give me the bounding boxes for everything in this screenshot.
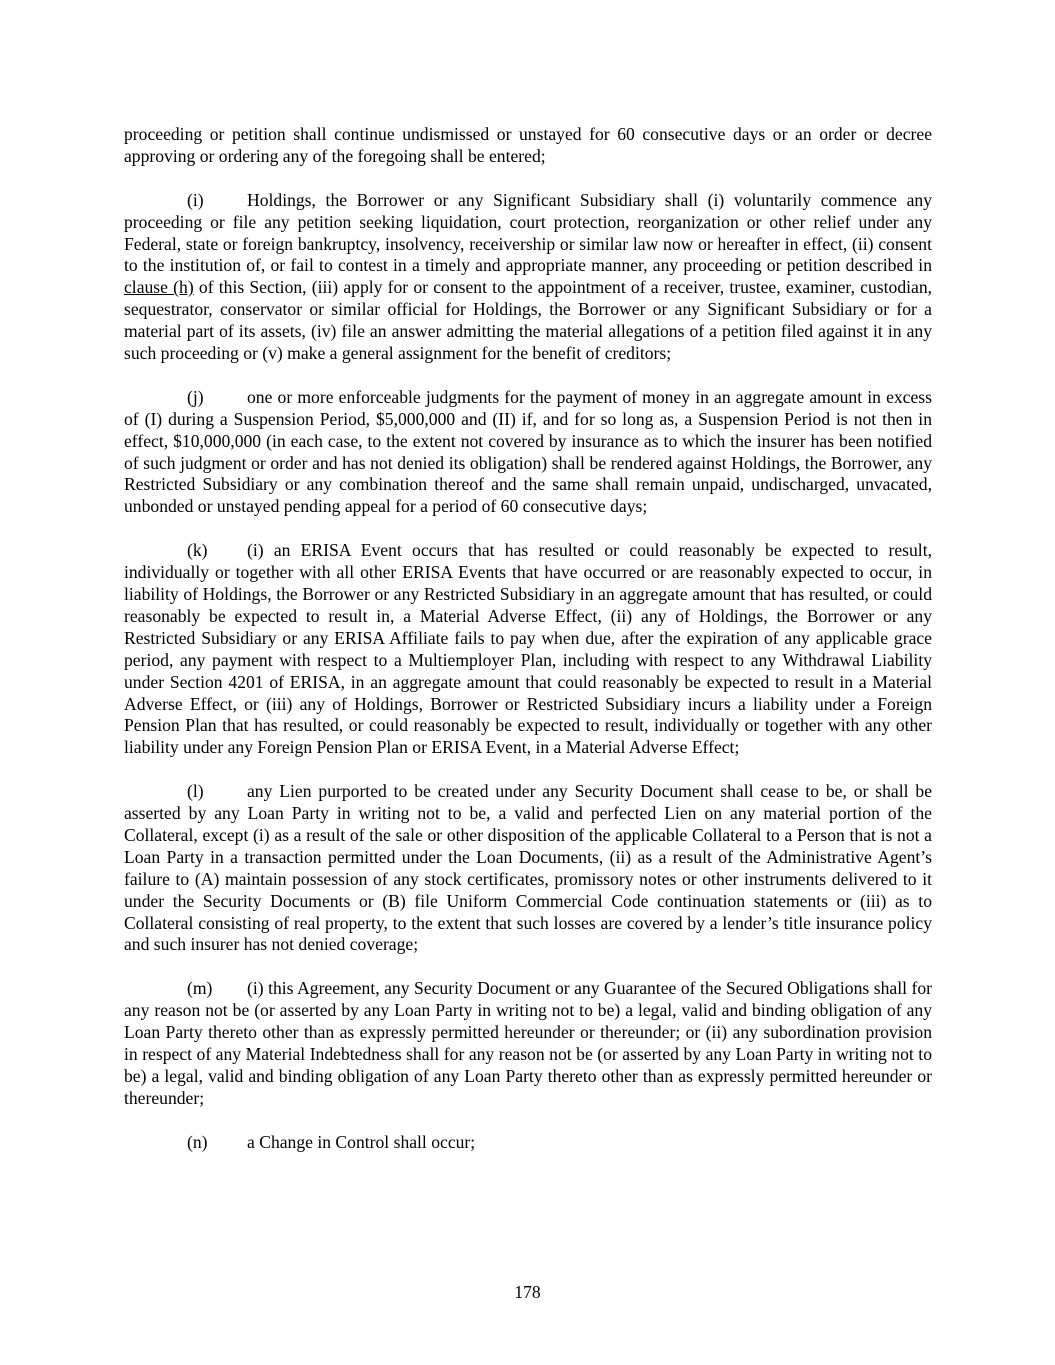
clause-j (124, 387, 932, 518)
clause-i-text-after: of this Section, (iii) apply for or consent to the appointment of a receiver, trustee, examiner, custodian, sequestrator, conservator or similar official for Holdings, the Borrower or any Significant Subsidiary or for a material part of its assets, (iv) file an answer admitting the material allegations of a petition filed against it in any such proceeding or (v) make a general assignment for the benefit of creditors; (124, 277, 933, 364)
clause-l (124, 781, 932, 956)
page-number: 178 (514, 1282, 541, 1302)
clause-m-text: (i) this Agreement, any Security Document or any Guarantee of the Secured Obligations shall for any reason not be (or asserted by any Loan Party in writing not to be) a legal, valid and binding obligation of any Loan Party thereto other than as expressly permitted hereunder or thereunder; or (ii) any subordination provision in respect of any Material Indebtedness shall for any reason not be (or asserted by any Loan Party in writing not to be) a legal, valid and binding obligation of any Loan Party thereto other than as expressly permitted hereunder or thereunder; (124, 978, 932, 1108)
clause-m-label: (m) (187, 978, 213, 999)
clause-m (124, 978, 932, 1109)
clause-h-reference: clause (h) (124, 277, 194, 298)
clause-i (124, 190, 932, 365)
clause-l-label: (l) (187, 781, 204, 802)
clause-k-label: (k) (187, 540, 208, 561)
clause-j-text: one or more enforceable judgments for the payment of money in an aggregate amount in excess of (I) during a Suspension Period, $5,000,000 and (II) if, and for so long as, a Suspension Period is not then in effect, $10,000,000 (in each case, to the extent not covered by insurance as to which the insurer has been notified of such judgment or order and has not denied its obligation) shall be rendered against Holdings, the Borrower, any Restricted Subsidiary or any combination thereof and the same shall remain unpaid, undischarged, unvacated, unbonded or unstayed pending appeal for a period of 60 consecutive days; (124, 386, 932, 517)
clause-l-text: any Lien purported to be created under any Security Document shall cease to be, or shall be asserted by any Loan Party in writing not to be, a valid and perfected Lien on any material portion of the Collateral, except (i) as a result of the sale or other disposition of the applicable Collateral to a Person that is not a Loan Party in a transaction permitted under the Loan Documents, (ii) as a result of the Administrative Agent’s failure to (A) maintain possession of any stock certificates, promissory notes or other instruments delivered to it under the Security Documents or (B) file Uniform Commercial Code continuation statements or (iii) as to Collateral consisting of real property, to the extent that such losses are covered by a lender’s title insurance policy and such insurer has not denied coverage; (124, 781, 932, 955)
clause-n (124, 1132, 932, 1154)
clause-j-label: (j) (187, 386, 204, 407)
continuation-paragraph (124, 124, 932, 168)
continuation-text: proceeding or petition shall continue undismissed or unstayed for 60 consecutive days or an order or decree approving or ordering any of the foregoing shall be entered; (124, 124, 932, 166)
clause-n-label: (n) (187, 1131, 208, 1152)
clause-k (124, 540, 932, 759)
document-body (124, 124, 932, 1154)
clause-n-text: a Change in Control shall occur; (247, 1131, 476, 1152)
clause-k-text: (i) an ERISA Event occurs that has resulted or could reasonably be expected to result, individually or together with all other ERISA Events that have occurred or are reasonably expected to occur, in liability of Holdings, the Borrower or any Restricted Subsidiary in an aggregate amount that has resulted, or could reasonably be expected to result in, a Material Adverse Effect, (ii) any of Holdings, the Borrower or any Restricted Subsidiary or any ERISA Affiliate fails to pay when due, after the expiration of any applicable grace period, any payment with respect to a Multiemployer Plan, including with respect to any Withdrawal Liability under Section 4201 of ERISA, in an aggregate amount that could reasonably be expected to result in a Material Adverse Effect, or (iii) any of Holdings, Borrower or Restricted Subsidiary incurs a liability under a Foreign Pension Plan that has resulted, or could reasonably be expected to result, individually or together with any other liability under any Foreign Pension Plan or ERISA Event, in a Material Adverse Effect; (124, 540, 932, 758)
clause-i-label: (i) (187, 189, 204, 210)
clause-i-text-before: Holdings, the Borrower or any Significant Subsidiary shall (i) voluntarily commence any proceeding or file any petition seeking liquidation, court protection, reorganization or other relief under any Federal, state or foreign bankruptcy, insolvency, receivership or similar law now or hereafter in effect, (ii) consent to the institution of, or fail to contest in a timely and appropriate manner, any proceeding or petition described in (124, 189, 932, 276)
